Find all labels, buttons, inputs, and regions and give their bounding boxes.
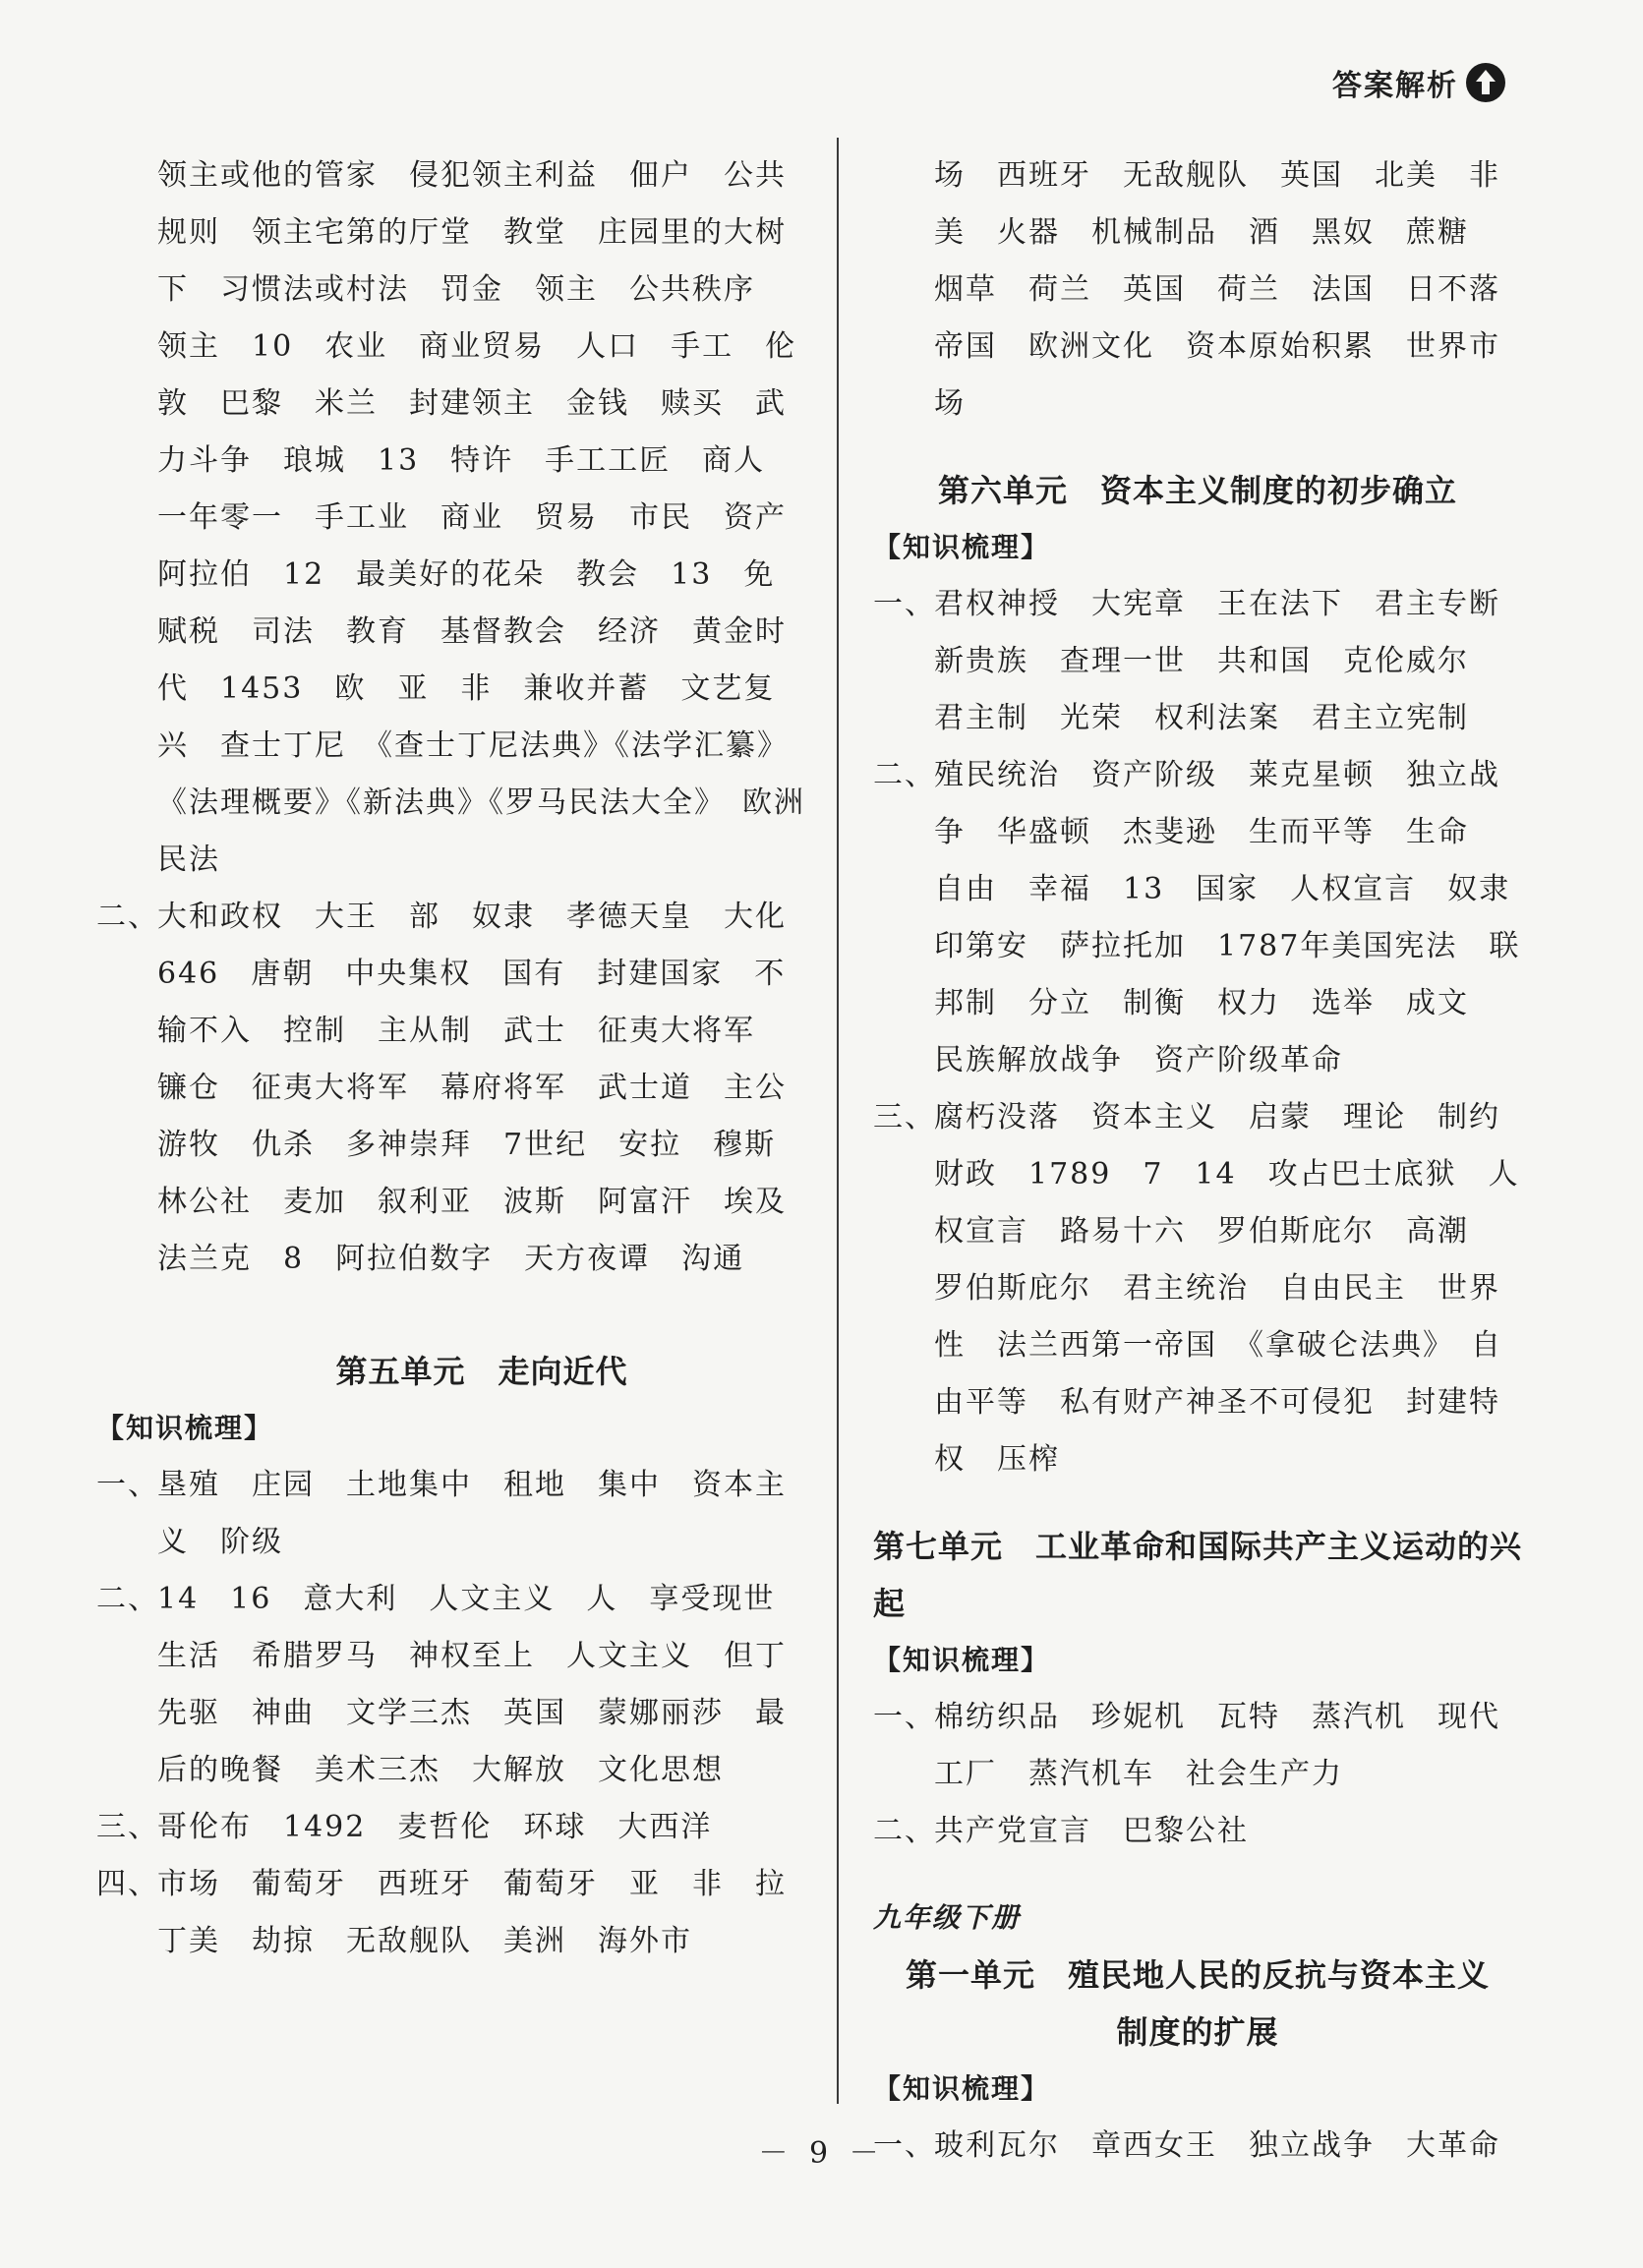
continued-text: 场 西班牙 无敌舰队 英国 北美 非美 火器 机械制品 酒 黑奴 蔗糖 烟草 荷兰 英国 荷兰 法国 日不落帝国 欧洲文化 资本原始积累 世界市场: [934, 158, 1500, 421]
item-number: 二、: [873, 1814, 936, 1848]
unit-title: 第一单元 殖民地人民的反抗与资本主义: [905, 1956, 1490, 1994]
item-text: 殖民统治 资产阶级 莱克星顿 独立战争 华盛顿 杰斐逊 生而平等 生命 自由 幸福 13 国家 人权宣言 奴隶 印第安 萨拉托加 1787年美国宪法 联邦制 分立 制衡 权力 选举 成文 民族解放战争 资产阶级革命: [934, 758, 1543, 1077]
list-item: [96, 889, 818, 1288]
right-column: [873, 147, 1543, 2175]
item-text: 棉纺织品 珍妮机 瓦特 蒸汽机 现代工厂 蒸汽机车 社会生产力: [934, 1700, 1500, 1791]
item-text: 大和政权 大王 部 奴隶 孝德天皇 大化 646 唐朝 中央集权 国有 封建国家 不输不入 控制 主从制 武士 征夷大将军 镰仓 征夷大将军 幕府将军 武士道 主公 游牧 仇杀 多神崇拜 7世纪 安拉 穆斯林公社 麦加 叙利亚 波斯 阿富汗 埃及 法兰克 8 阿拉伯数字 天方夜谭 沟通: [157, 900, 818, 1276]
item-number: 一、: [873, 1700, 936, 1734]
header: [1332, 61, 1505, 104]
unit-title: 第五单元 走向近代: [335, 1353, 628, 1390]
item-number: 一、: [873, 587, 936, 621]
item-number: 三、: [96, 1810, 159, 1844]
item-text: 君权神授 大宪章 王在法下 君主专断 新贵族 查理一世 共和国 克伦威尔 君主制 光荣 权利法案 君主立宪制: [934, 587, 1532, 735]
list-item: [873, 1803, 1522, 1860]
left-column: [96, 147, 818, 1970]
header-title: 答案解析: [1332, 69, 1458, 103]
section-tag: 【知识梳理】: [873, 531, 1051, 563]
item-number: 三、: [873, 1100, 936, 1134]
unit-title: 第七单元 工业革命和国际共产主义运动的兴起: [873, 1528, 1523, 1622]
column-divider: [837, 138, 839, 2104]
list-item: [873, 1089, 1522, 1488]
unit-title-line2: 制度的扩展: [1116, 2013, 1279, 2051]
arrow-up-icon: [1466, 63, 1505, 102]
page-number: － 9 －: [758, 2136, 885, 2171]
item-text: 市场 葡萄牙 西班牙 葡萄牙 亚 非 拉丁美 劫掠 无敌舰队 美洲 海外市: [157, 1867, 787, 1958]
unit-title: 第六单元 资本主义制度的初步确立: [937, 472, 1457, 509]
item-number: 一、: [96, 1468, 159, 1502]
item-number: 四、: [96, 1867, 159, 1901]
section-tag: 【知识梳理】: [873, 2072, 1051, 2105]
list-item: [96, 1856, 806, 1970]
grade-heading: 九年级下册: [873, 1901, 1022, 1934]
item-text: 腐朽没落 资本主义 启蒙 理论 制约财政 1789 7 14 攻占巴士底狱 人权宣言 路易十六 罗伯斯庇尔 高潮 罗伯斯庇尔 君主统治 自由民主 世界性 法兰西第一帝国 《拿破仑法典》 自由平等 私有财产神圣不可侵犯 封建特权 压榨: [934, 1100, 1520, 1477]
section-tag: 【知识梳理】: [96, 1412, 274, 1444]
item-number: 二、: [873, 758, 936, 792]
item-text: 垦殖 庄园 土地集中 租地 集中 资本主义 阶级: [157, 1468, 787, 1559]
item-text: 共产党宣言 巴黎公社: [934, 1814, 1249, 1848]
list-item: [873, 576, 1532, 747]
item-number: 一、: [873, 2128, 936, 2163]
list-item: [96, 1799, 806, 1856]
section-tag: 【知识梳理】: [873, 1644, 1051, 1676]
item-text: 14 16 意大利 人文主义 人 享受现世生活 希腊罗马 神权至上 人文主义 但丁 先驱 神曲 文学三杰 英国 蒙娜丽莎 最后的晚餐 美术三杰 大解放 文化思想: [157, 1582, 818, 1787]
item-text: 玻利瓦尔 章西女王 独立战争 大革命: [934, 2128, 1500, 2163]
continued-text: 领主或他的管家 侵犯领主利益 佃户 公共规则 领主宅第的厅堂 教堂 庄园里的大树下 习惯法或村法 罚金 领主 公共秩序 领主 10 农业 商业贸易 人口 手工 伦敦 巴黎 米兰 封建领主 金钱 赎买 武力斗争 琅城 13 特许 手工工匠 商人 一年零一 手工业 商业 贸易 市民 资产 阿拉伯 12 最美好的花朵 教会 13 免赋税 司法 教育 基督教会 经济 黄金时代 1453 欧 亚 非 兼收并蓄 文艺复兴 查士丁尼 《查士丁尼法典》《法学汇纂》《法理概要》《新法典》《罗马民法大全》 欧洲民法: [157, 158, 818, 877]
list-item: [96, 1457, 806, 1571]
list-item: [873, 1689, 1522, 1803]
item-number: 二、: [96, 900, 159, 934]
item-text: 哥伦布 1492 麦哲伦 环球 大西洋: [157, 1810, 713, 1844]
list-item: [96, 1571, 818, 1799]
item-number: 二、: [96, 1582, 159, 1616]
list-item: [873, 747, 1543, 1089]
